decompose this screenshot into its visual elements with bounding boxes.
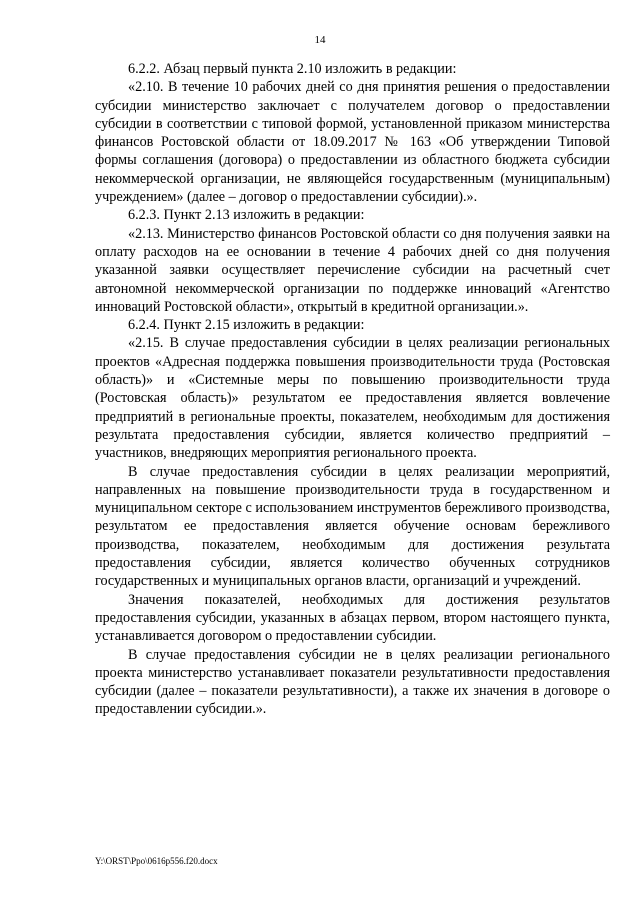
paragraph: 6.2.3. Пункт 2.13 изложить в редакции: [128,207,365,224]
paragraph: В случае предоставления субсидии не в целях реализации регионального проекта министерство устанавливает показатели результативности предоставления субсидии (далее – показатели результативности), а также их значения в договоре о предоставлении субсидии.». [95,646,610,718]
page-number: 14 [314,34,326,46]
document-body [95,60,610,719]
paragraph: 6.2.4. Пункт 2.15 изложить в редакции: [128,317,365,334]
paragraph: 6.2.2. Абзац первый пункта 2.10 изложить в редакции: [128,61,457,77]
paragraph: «2.15. В случае предоставления субсидии в целях реализации региональных проектов «Адресная поддержка повышения производительности труда (Ростовская область)» и «Системные меры по повышению производительности труда (Ростовская область)» результатом ее предоставления является вовлечение предприятий в региональные проекты, показателем, необходимым для достижения результата предоставления субсидии, является количество предприятий – участников, внедряющих мероприятия регионального проекта. [95,335,610,462]
paragraph: Значения показателей, необходимых для достижения результатов предоставления субсидии, указанных в абзацах первом, втором настоящего пункта, устанавливается договором о предоставлении субсидии. [95,591,610,645]
footer-file-path: Y:\ORST\Ppo\0616p556.f20.docx [95,856,218,866]
paragraph: В случае предоставления субсидии в целях реализации мероприятий, направленных на повышение производительности труда в государственном и муниципальном секторе с использованием инструментов бережливого производства, результатом ее предоставления является обучение основам бережливого производства, показателем, необходимым для достижения результата предоставления субсидии, является количество обученных сотрудников государственных и муниципальных органов власти, организаций и учреждений. [95,463,610,590]
paragraph: «2.10. В течение 10 рабочих дней со дня принятия решения о предоставлении субсидии министерство заключает с получателем договор о предоставлении субсидии в соответствии с типовой формой, установленной приказом министерства финансов Ростовской области от 18.09.2017 № 163 «Об утверждении Типовой формы соглашения (договора) о предоставлении из областного бюджета субсидии некоммерческой организации, не являющейся государственным (муниципальным) учреждением» (далее – договор о предоставлении субсидии).». [95,79,610,206]
paragraph: «2.13. Министерство финансов Ростовской области со дня получения заявки на оплату расходов на ее основании в течение 4 рабочих дней со дня получения указанной заявки осуществляет перечисление субсидии на расчетный счет автономной некоммерческой организации по поддержке инноваций «Агентство инноваций Ростовской области», открытый в кредитной организации.». [95,225,610,315]
